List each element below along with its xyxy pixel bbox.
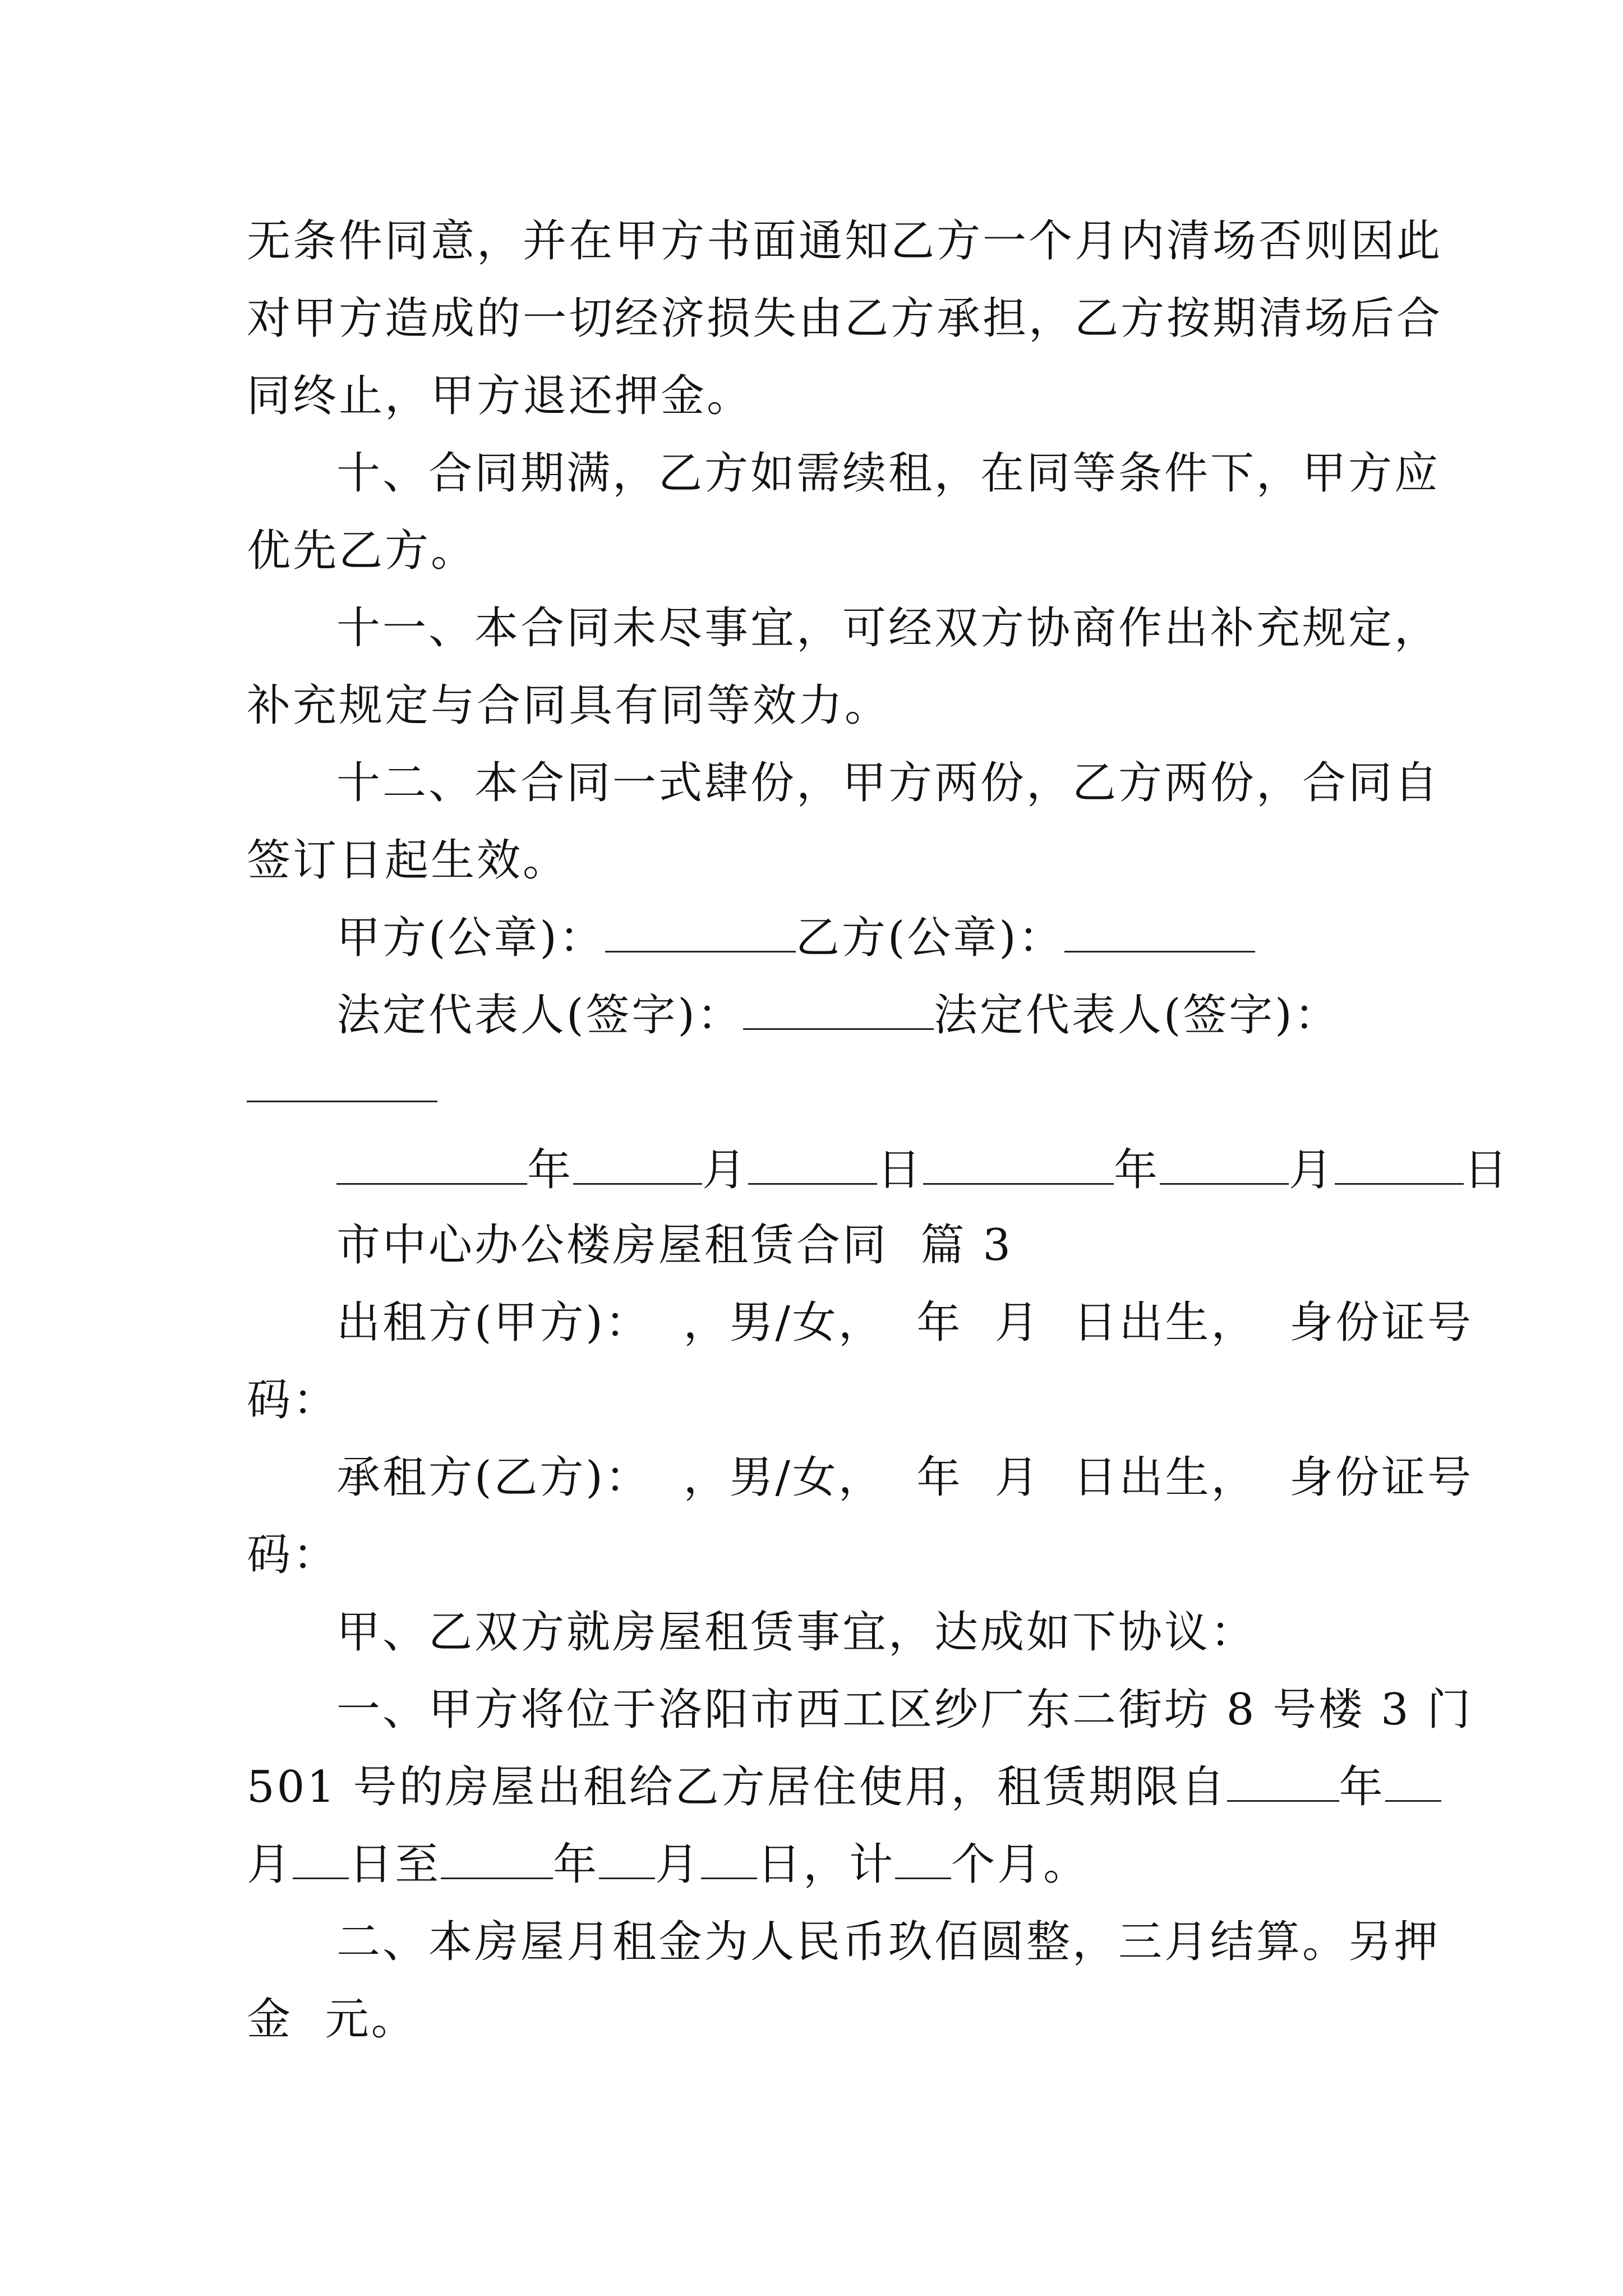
clause-1-line	[247, 1759, 1441, 1815]
lessee-line: 承租方(乙方)： ，男/女， 年 月 日出生， 身份证号	[336, 1452, 1474, 1503]
year-blank	[1227, 1765, 1339, 1802]
rep-b-label: 法定代表人(签字)：	[933, 990, 1340, 1041]
month-count-blank	[895, 1843, 951, 1879]
party-a-seal-blank	[605, 916, 796, 953]
year-blank	[441, 1843, 553, 1879]
day-label: 日	[1464, 1145, 1510, 1195]
clause-12-line: 十二、本合同一式肆份，甲方两份，乙方两份，合同自	[336, 758, 1441, 808]
date-blank	[923, 1148, 1114, 1185]
month-blank	[599, 1843, 655, 1879]
paragraph-line: 无条件同意，并在甲方书面通知乙方一个月内清场否则因此	[247, 216, 1443, 266]
rep-b-blank	[247, 1101, 437, 1102]
month-label: 月	[1289, 1145, 1335, 1195]
date-blank	[336, 1148, 527, 1185]
section-title: 市中心办公楼房屋租赁合同 篇 3	[336, 1220, 1013, 1271]
clause-10-line: 十、合同期满，乙方如需续租，在同等条件下，甲方应	[336, 448, 1441, 499]
paragraph-line: 对甲方造成的一切经济损失由乙方承担，乙方按期清场后合	[247, 293, 1443, 344]
paragraph-line: 同终止，甲方退还押金。	[247, 371, 753, 421]
clause-10-line: 优先乙方。	[247, 526, 477, 576]
day-blank	[701, 1843, 757, 1879]
party-b-seal-label: 乙方(公章)：	[795, 913, 1064, 963]
rep-a-blank	[743, 993, 934, 1030]
representative-line	[336, 987, 1340, 1043]
date-blank	[748, 1148, 877, 1185]
clause-12-line: 签订日起生效。	[247, 835, 569, 886]
year-label: 年	[553, 1839, 600, 1890]
day-label: 日	[877, 1145, 924, 1195]
clause-11-line: 十一、本合同未尽事宜，可经双方协商作出补充规定，	[336, 603, 1441, 654]
clause-1-line: 一、甲方将位于洛阳市西工区纱厂东二街坊 8 号楼 3 门	[336, 1685, 1473, 1735]
clause-2-line: 金 元。	[247, 1994, 417, 2045]
year-label: 年	[1339, 1762, 1385, 1812]
month-blank	[1385, 1765, 1441, 1802]
lessee-line: 码：	[247, 1530, 339, 1580]
month-label: 月	[655, 1839, 702, 1890]
rep-a-label: 法定代表人(签字)：	[336, 990, 743, 1041]
year-label: 年	[527, 1145, 574, 1195]
clause-11-line: 补充规定与合同具有同等效力。	[247, 680, 891, 731]
date-blank	[1335, 1148, 1464, 1185]
months-label: 个月。	[951, 1839, 1090, 1890]
month-label: 月	[247, 1839, 293, 1890]
day-to-label: 日至	[349, 1839, 441, 1890]
date-line	[336, 1142, 1510, 1198]
month-label: 月	[702, 1145, 749, 1195]
lessor-line: 出租方(甲方)： ，男/女， 年 月 日出生， 身份证号	[336, 1297, 1474, 1348]
party-b-seal-blank	[1064, 916, 1255, 953]
clause-1-line	[247, 1837, 1089, 1893]
day-blank	[293, 1843, 349, 1879]
clause-2-line: 二、本房屋月租金为人民币玖佰圆整，三月结算。另押	[336, 1917, 1441, 1967]
date-blank	[573, 1148, 702, 1185]
date-blank	[1160, 1148, 1289, 1185]
agreement-intro: 甲、乙双方就房屋租赁事宜，达成如下协议：	[336, 1607, 1257, 1658]
party-a-seal-label: 甲方(公章)：	[336, 913, 605, 963]
seal-line	[336, 910, 1255, 966]
lessor-line: 码：	[247, 1375, 339, 1425]
day-count-label: 日，计	[757, 1839, 896, 1890]
year-label: 年	[1114, 1145, 1160, 1195]
lease-term-text: 501 号的房屋出租给乙方居住使用，租赁期限自	[247, 1762, 1227, 1812]
